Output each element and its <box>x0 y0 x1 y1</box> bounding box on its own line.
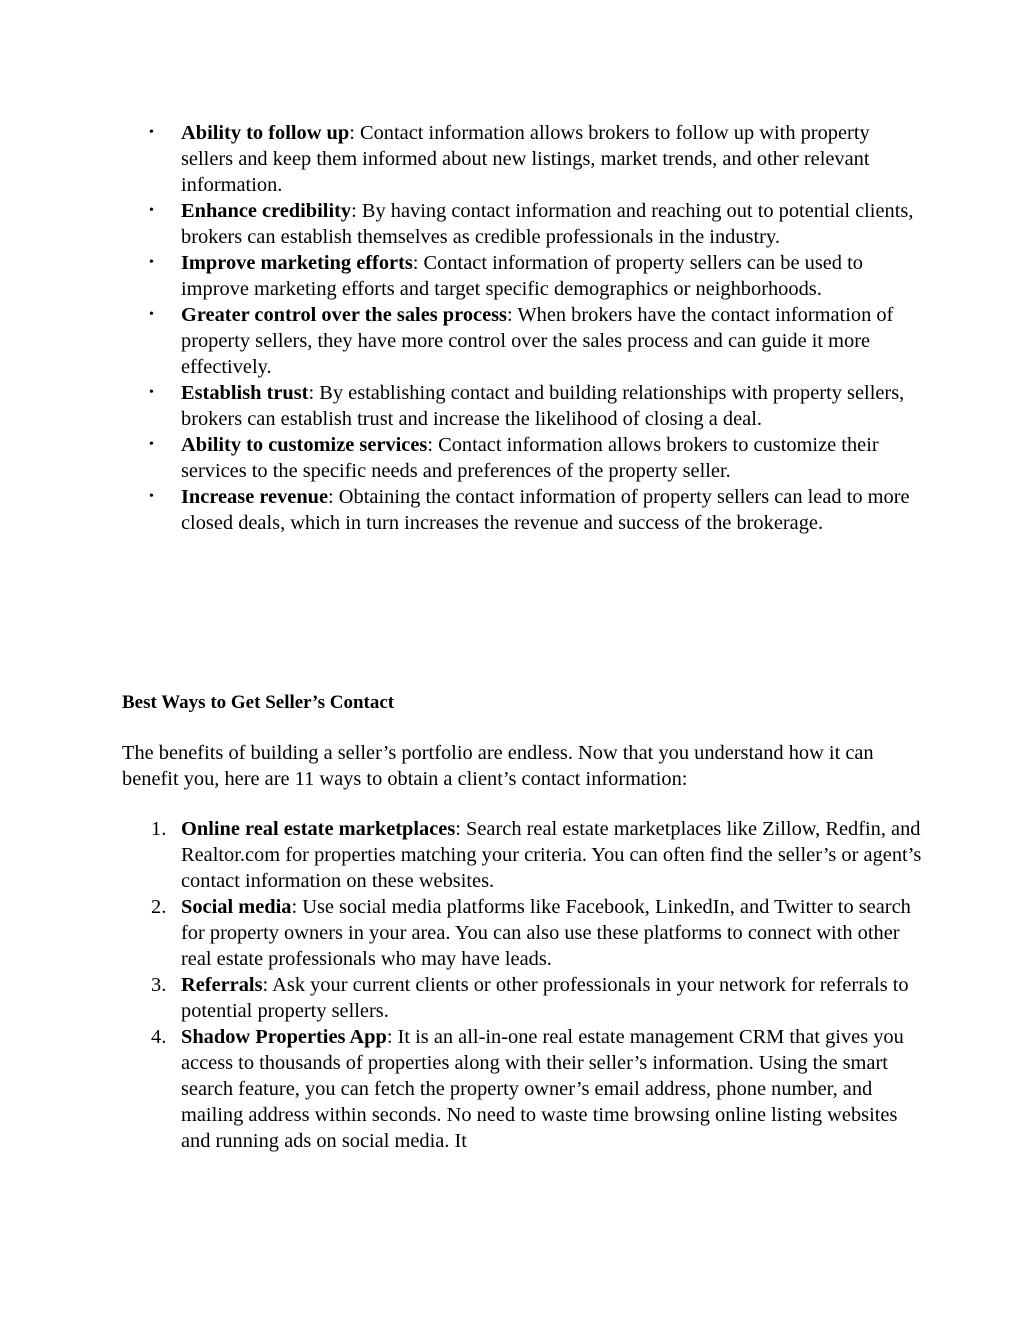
benefits-list <box>122 120 922 536</box>
benefit-term: Establish trust <box>181 382 309 404</box>
section-heading: Best Ways to Get Seller’s Contact <box>122 692 395 713</box>
list-item <box>122 380 922 432</box>
way-text: : Search real estate marketplaces like Zillow, Redfin, and Realtor.com for properties matching your criteria. You can often find the seller’s or agent’s contact information on these websites. <box>181 818 922 892</box>
list-item <box>122 198 922 250</box>
list-number: 1. <box>151 818 167 840</box>
benefit-text: : Obtaining the contact information of property sellers can lead to more closed deals, which in turn increases the revenue and success of the brokerage. <box>181 486 910 534</box>
benefit-text: : Contact information allows brokers to customize their services to the specific needs and preferences of the property seller. <box>181 434 879 482</box>
list-item <box>122 1024 922 1154</box>
benefit-term: Ability to follow up <box>181 122 350 144</box>
benefit-text: : By establishing contact and building relationships with property sellers, brokers can establish trust and increase the likelihood of closing a deal. <box>181 382 905 430</box>
list-item <box>122 250 922 302</box>
benefit-text: : When brokers have the contact information of property sellers, they have more control over the sales process and can guide it more effectively. <box>181 304 894 378</box>
benefit-term: Increase revenue <box>181 486 329 508</box>
list-item <box>122 432 922 484</box>
benefit-term: Ability to customize services <box>181 434 428 456</box>
benefit-term: Enhance credibility <box>181 200 352 222</box>
bullet-icon: • <box>149 437 154 452</box>
intro-paragraph: The benefits of building a seller’s portfolio are endless. Now that you understand how it can benefit you, here are 11 ways to obtain a client’s contact information: <box>122 742 874 790</box>
benefit-text: : Contact information of property sellers can be used to improve marketing efforts and target specific demographics or neighborhoods. <box>181 252 863 300</box>
way-text: : Use social media platforms like Facebook, LinkedIn, and Twitter to search for property owners in your area. You can also use these platforms to connect with other real estate professionals who may have leads. <box>181 896 911 970</box>
bullet-icon: • <box>149 307 154 322</box>
benefit-term: Improve marketing efforts <box>181 252 413 274</box>
list-number: 4. <box>151 1026 167 1048</box>
benefit-text: : By having contact information and reaching out to potential clients, brokers can establish themselves as credible professionals in the industry. <box>181 200 914 248</box>
bullet-icon: • <box>149 489 154 504</box>
list-item <box>122 302 922 380</box>
list-item <box>122 120 922 198</box>
bullet-icon: • <box>149 385 154 400</box>
bullet-icon: • <box>149 255 154 270</box>
list-item <box>122 972 922 1024</box>
ways-list <box>122 816 922 1154</box>
way-text: : It is an all-in-one real estate management CRM that gives you access to thousands of properties along with their seller’s information. Using the smart search feature, you can fetch the property owner’s email address, phone number, and mailing address within seconds. No need to waste time browsing online listing websites and running ads on social media. It <box>181 1026 904 1152</box>
list-number: 3. <box>151 974 167 996</box>
benefit-term: Greater control over the sales process <box>181 304 507 326</box>
bullet-icon: • <box>149 203 154 218</box>
list-number: 2. <box>151 896 167 918</box>
list-item <box>122 816 922 894</box>
benefit-text: : Contact information allows brokers to follow up with property sellers and keep them informed about new listings, market trends, and other relevant information. <box>181 122 870 196</box>
way-term: Social media <box>181 896 292 918</box>
list-item <box>122 894 922 972</box>
bullet-icon: • <box>149 125 154 140</box>
list-item <box>122 484 922 536</box>
way-text: : Ask your current clients or other professionals in your network for referrals to potential property sellers. <box>181 974 909 1022</box>
way-term: Shadow Properties App <box>181 1026 387 1048</box>
way-term: Online real estate marketplaces <box>181 818 456 840</box>
way-term: Referrals <box>181 974 263 996</box>
